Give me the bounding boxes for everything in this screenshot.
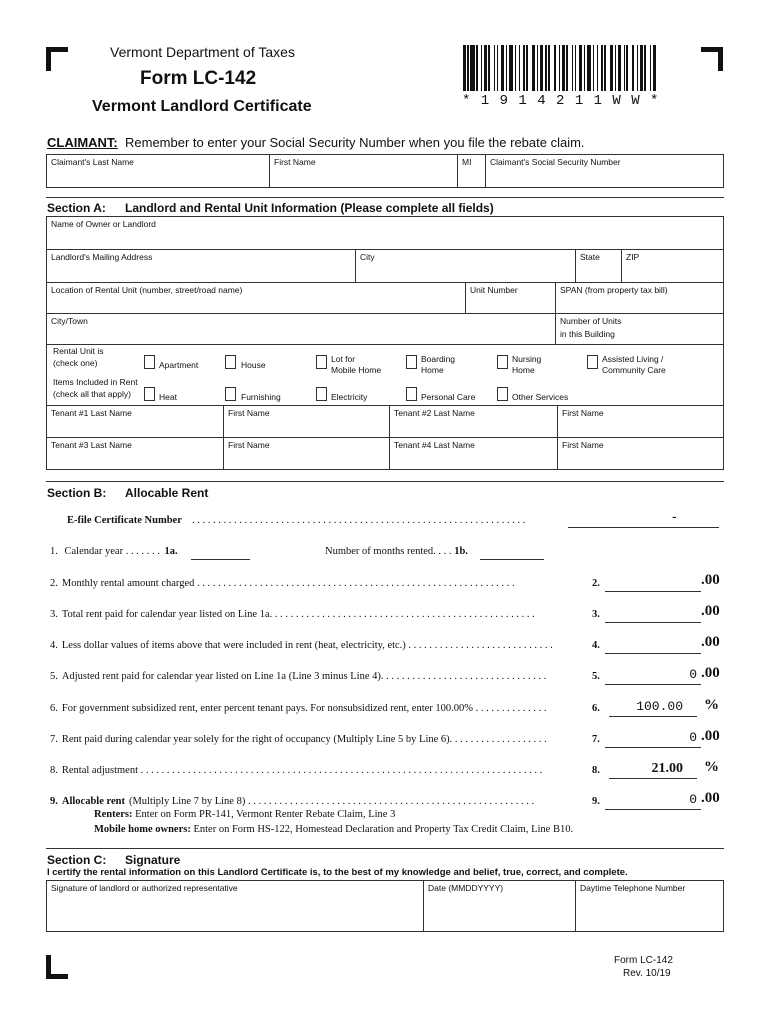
barcode-text: * 1 9 1 4 2 1 1 W W * [462, 93, 660, 109]
mailing-address-field[interactable] [47, 249, 355, 282]
line-4-suffix: .00 [701, 634, 720, 650]
phone-field[interactable] [575, 881, 723, 931]
rental-location-label: Location of Rental Unit (number, street/road name) [51, 285, 243, 295]
line-ref: 7. [592, 734, 600, 745]
state-label: State [580, 252, 600, 262]
line-7-amount-field[interactable] [605, 733, 701, 748]
line-4 [50, 640, 600, 651]
unit-number-field[interactable] [465, 282, 555, 313]
line-5 [50, 671, 600, 682]
line-2-amount-field[interactable] [605, 577, 701, 592]
line-ref: 8. [592, 765, 600, 776]
line-text: Rental adjustment . . . . . . . . . . . . . . . . . . . . . . . . . . . . . . . . . . . . . . . . . . . . . . . . . . . . . . . . . . . . . . . . . . . . . . . . . . . . . [61, 765, 543, 776]
line-text: Less dollar values of items above that were included in rent (heat, electricity, etc.) . . . . . . . . . . . . . . . . . . . . . . . . . . . . [61, 640, 553, 651]
line-6-suffix: % [704, 697, 719, 713]
furnishing-checkbox[interactable] [225, 387, 236, 401]
section-a-box [46, 216, 724, 470]
corner-mark-top-left-h [46, 47, 68, 52]
line-5-suffix: .00 [701, 665, 720, 681]
line-number: 3. [50, 609, 58, 620]
tenant-1-first-name-label: First Name [228, 408, 270, 418]
line-number: 6. [50, 703, 58, 714]
check-all-label: (check all that apply) [53, 389, 131, 399]
owner-name-label: Name of Owner or Landlord [51, 219, 156, 229]
claimant-mi-label: MI [462, 157, 472, 167]
form-title: Form LC-142 [140, 68, 257, 89]
owner-name-field[interactable] [47, 217, 723, 249]
corner-mark-top-right-h [701, 47, 723, 52]
boarding-home-checkbox[interactable] [406, 355, 417, 369]
line-6-value: 100.00 [636, 699, 683, 714]
tenant-1-last-name-label: Tenant #1 Last Name [51, 408, 132, 418]
line-5-amount-field[interactable] [605, 670, 701, 685]
tenant-3-last-name-label: Tenant #3 Last Name [51, 440, 132, 450]
line-9-suffix: .00 [701, 790, 720, 806]
claimant-first-name-label: First Name [274, 157, 316, 167]
unit-number-label: Unit Number [470, 285, 518, 295]
nursing-label-2: Home [512, 365, 535, 375]
line-ref: 9. [592, 796, 600, 807]
signature-box [46, 880, 724, 932]
line-number: 5. [50, 671, 58, 682]
date-label: Date (MMDDYYYY) [428, 883, 504, 893]
date-field[interactable] [423, 881, 575, 931]
renters-note [94, 809, 395, 820]
num-units-label: Number of Units [560, 316, 622, 326]
line-1b-text: Number of months rented. . . . [325, 546, 452, 557]
span-label: SPAN (from property tax bill) [560, 285, 668, 295]
renters-text: Enter on Form PR-141, Vermont Renter Rebate Claim, Line 3 [135, 809, 396, 820]
signature-field[interactable] [47, 881, 423, 931]
tenant-2-first-name-label: First Name [562, 408, 604, 418]
furnishing-label: Furnishing [241, 392, 281, 402]
line-number: 2. [50, 578, 58, 589]
tenant-4-last-name-label: Tenant #4 Last Name [394, 440, 475, 450]
personal-care-label: Personal Care [421, 392, 476, 402]
city-label: City [360, 252, 375, 262]
section-b-rule [46, 481, 724, 482]
line-1-text: Calendar year . . . . . . . [64, 546, 160, 557]
claimant-note: Remember to enter your Social Security Number when you file the rebate claim. [125, 135, 585, 150]
rental-unit-is-label: Rental Unit is [53, 346, 104, 356]
claimant-heading: CLAIMANT: [47, 135, 118, 150]
num-units-label-2: in this Building [560, 329, 615, 339]
section-a-label: Section A: [47, 201, 106, 215]
phone-label: Daytime Telephone Number [580, 883, 686, 893]
line-ref: 2. [592, 578, 600, 589]
department-name: Vermont Department of Taxes [110, 44, 295, 60]
claimant-first-name-field[interactable] [269, 155, 457, 187]
claimant-last-name-label: Claimant's Last Name [51, 157, 134, 167]
line-8-suffix: % [704, 759, 719, 775]
zip-field[interactable] [621, 249, 723, 282]
line-text: For government subsidized rent, enter percent tenant pays. For nonsubsidized rent, enter 100.00% . . . . . . . . . . . . . . [61, 703, 547, 714]
tenant-2-last-name-label: Tenant #2 Last Name [394, 408, 475, 418]
line-1-number: 1. [50, 546, 58, 557]
line-ref: 4. [592, 640, 600, 651]
mobile-owners-label: Mobile home owners: [94, 824, 191, 835]
footer-rev: Rev. 10/19 [623, 968, 671, 979]
line-text: Total rent paid for calendar year listed on Line 1a. . . . . . . . . . . . . . . . . . . . . . . . . . . . . . . . . . . . . . . . . . . . . . . . . . . [61, 609, 535, 620]
line-1b [325, 546, 468, 557]
lot-label: Lot for [331, 354, 356, 364]
tenant-3-first-name-label: First Name [228, 440, 270, 450]
line-5-value: 0 [689, 667, 697, 682]
line-3-amount-field[interactable] [605, 608, 701, 623]
city-field[interactable] [355, 249, 575, 282]
line-1b-ref: 1b. [454, 546, 468, 557]
section-c-label: Section C: [47, 853, 107, 867]
line-2-suffix: .00 [701, 572, 720, 588]
calendar-year-field[interactable] [191, 545, 250, 560]
renters-label: Renters: [94, 809, 133, 820]
house-checkbox[interactable] [225, 355, 236, 369]
assisted-label: Assisted Living / [602, 354, 664, 364]
tenant-2-first-name-field[interactable] [557, 405, 723, 437]
claimant-ssn-field[interactable] [485, 155, 723, 187]
line-9-amount-field[interactable] [605, 795, 701, 810]
boarding-label-2: Home [421, 365, 444, 375]
section-b-label: Section B: [47, 486, 107, 500]
mobile-owners-note [94, 824, 573, 835]
claimant-mi-field[interactable] [457, 155, 485, 187]
check-one-label: (check one) [53, 358, 98, 368]
tenant-4-first-name-field[interactable] [557, 437, 723, 469]
certificate-title: Vermont Landlord Certificate [92, 98, 312, 115]
footer-form: Form LC-142 [614, 955, 673, 966]
tenant-3-first-name-field[interactable] [223, 437, 389, 469]
nursing-home-checkbox[interactable] [497, 355, 508, 369]
heat-checkbox[interactable] [144, 387, 155, 401]
lot-label-2: Mobile Home [331, 365, 382, 375]
claimant-box [46, 154, 724, 188]
other-services-checkbox[interactable] [497, 387, 508, 401]
line-text: Adjusted rent paid for calendar year listed on Line 1a (Line 3 minus Line 4). . . . . . . . . . . . . . . . . . . . . . . . . . . . . . . . [61, 671, 547, 682]
line-ref: 5. [592, 671, 600, 682]
line-9-value: 0 [689, 792, 697, 807]
line-4-amount-field[interactable] [605, 639, 701, 654]
certify-statement: I certify the rental information on this Landlord Certificate is, to the best of my knowledge and belief, true, correct, and complete. [47, 867, 628, 878]
personal-care-checkbox[interactable] [406, 387, 417, 401]
line-ref: 6. [592, 703, 600, 714]
apartment-label: Apartment [159, 360, 199, 370]
rental-location-field[interactable] [47, 282, 465, 313]
line-7-suffix: .00 [701, 728, 720, 744]
line-3-suffix: .00 [701, 603, 720, 619]
assisted-label-2: Community Care [602, 365, 666, 375]
claimant-last-name-field[interactable] [47, 155, 269, 187]
line-text: (Multiply Line 7 by Line 8) . . . . . . . . . . . . . . . . . . . . . . . . . . . . . . . . . . . . . . . . . . . . . . . . . . . . . . . [128, 796, 535, 807]
tenant-4-last-name-field[interactable] [389, 437, 557, 469]
efile-number-field[interactable] [568, 513, 719, 528]
line-7 [50, 734, 600, 745]
line-1 [50, 546, 178, 557]
barcode [463, 45, 658, 91]
line-bold-label: Allocable rent [61, 796, 125, 807]
line-8-value: 21.00 [651, 761, 683, 776]
signature-label: Signature of landlord or authorized representative [51, 883, 238, 893]
section-a-title: Landlord and Rental Unit Information (Please complete all fields) [125, 201, 494, 215]
claimant-ssn-label: Claimant's Social Security Number [490, 157, 621, 167]
tenant-1-first-name-field[interactable] [223, 405, 389, 437]
line-text: Monthly rental amount charged . . . . . . . . . . . . . . . . . . . . . . . . . . . . . . . . . . . . . . . . . . . . . . . . . . . . . . . . . . . . . [61, 578, 515, 589]
other-services-label: Other Services [512, 392, 569, 402]
efile-label: E-file Certificate Number [67, 515, 182, 526]
electricity-checkbox[interactable] [316, 387, 327, 401]
line-number: 8. [50, 765, 58, 776]
electricity-label: Electricity [331, 392, 368, 402]
num-units-field[interactable] [555, 313, 723, 344]
tenant-3-last-name-field[interactable] [47, 437, 223, 469]
line-6 [50, 703, 600, 714]
months-rented-field[interactable] [480, 545, 544, 560]
assisted-living-checkbox[interactable] [587, 355, 598, 369]
corner-mark-bottom-left-h [46, 974, 68, 979]
span-field[interactable] [555, 282, 723, 313]
city-town-label: City/Town [51, 316, 88, 326]
house-label: House [241, 360, 266, 370]
lot-mobile-home-checkbox[interactable] [316, 355, 327, 369]
boarding-label: Boarding [421, 354, 456, 364]
line-8 [50, 765, 600, 776]
line-number: 4. [50, 640, 58, 651]
line-number: 7. [50, 734, 58, 745]
zip-label: ZIP [626, 252, 640, 262]
tenant-4-first-name-label: First Name [562, 440, 604, 450]
line-text: Rent paid during calendar year solely for the right of occupancy (Multiply Line 5 by Line 6). . . . . . . . . . . . . . . . . . . [61, 734, 547, 745]
line-2 [50, 578, 600, 589]
city-town-field[interactable] [47, 313, 555, 344]
heat-label: Heat [159, 392, 177, 402]
mailing-address-label: Landlord's Mailing Address [51, 252, 153, 262]
line-number: 9. [50, 796, 58, 807]
line-ref: 3. [592, 609, 600, 620]
nursing-label: Nursing [512, 354, 542, 364]
line-1a-ref: 1a. [164, 546, 178, 557]
section-c-title: Signature [125, 853, 181, 867]
items-included-label: Items Included in Rent [53, 377, 138, 387]
section-a-rule [46, 197, 724, 198]
efile-leader-dots: . . . . . . . . . . . . . . . . . . . . . . . . . . . . . . . . . . . . . . . . . . . . . . . . . . . . . . . . . . . . . . . . [192, 515, 526, 526]
tenant-2-last-name-field[interactable] [389, 405, 557, 437]
section-b-title: Allocable Rent [125, 486, 209, 500]
line-7-value: 0 [689, 730, 697, 745]
line-9 [50, 796, 600, 807]
efile-number-value: - [672, 508, 677, 524]
apartment-checkbox[interactable] [144, 355, 155, 369]
section-c-rule [46, 848, 724, 849]
state-field[interactable] [575, 249, 621, 282]
mobile-owners-text: Enter on Form HS-122, Homestead Declaration and Property Tax Credit Claim, Line B10. [193, 824, 574, 835]
tenant-1-last-name-field[interactable] [47, 405, 223, 437]
line-3 [50, 609, 600, 620]
